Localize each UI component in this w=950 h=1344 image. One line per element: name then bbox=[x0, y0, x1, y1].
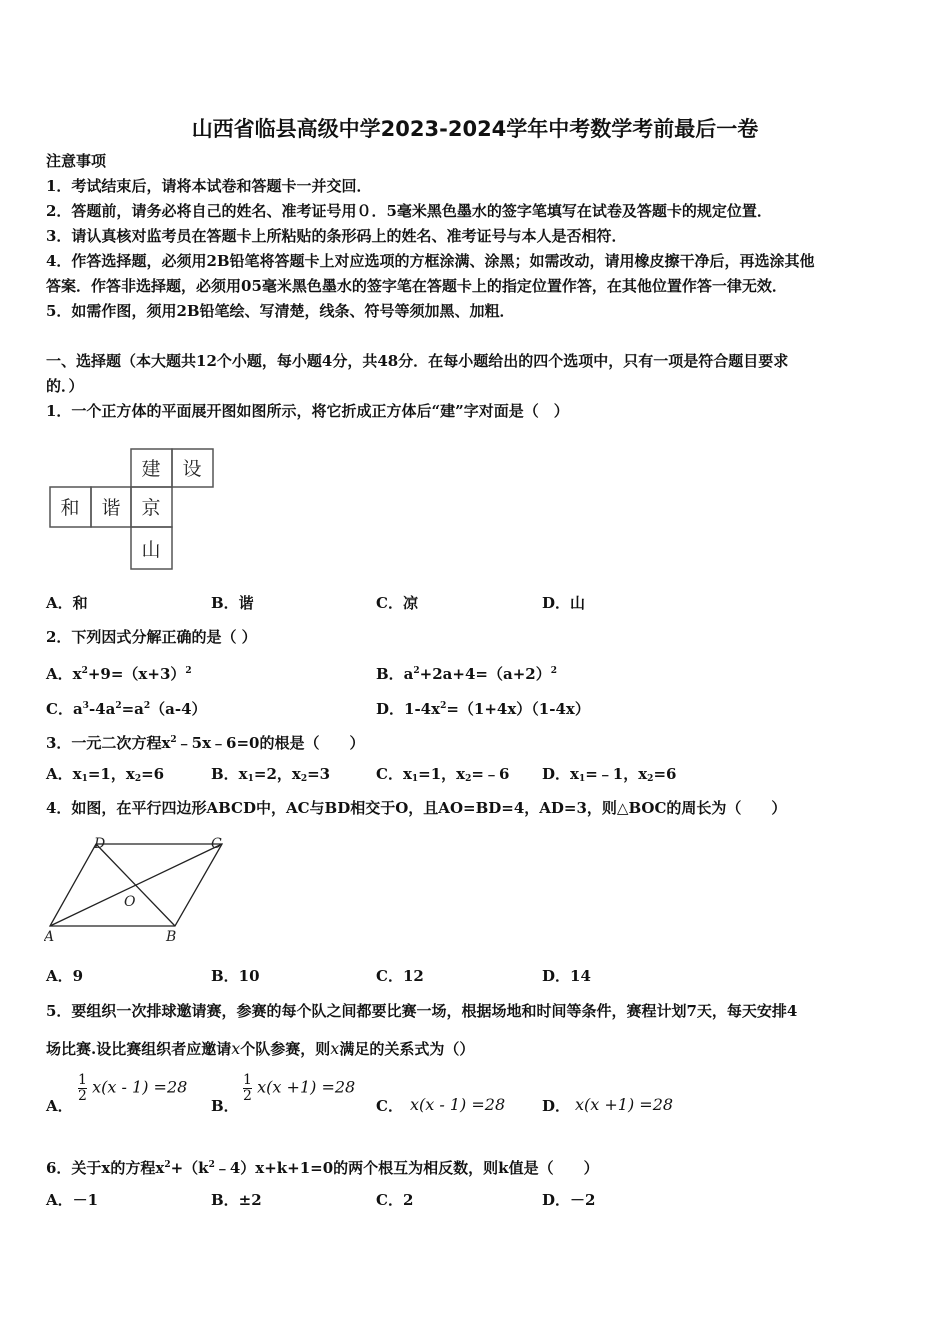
q5-option-b: $\frac{1}{2}$ x(x +1) =28 bbox=[243, 1072, 356, 1104]
q6-option-b: B．±2 bbox=[211, 1191, 262, 1209]
q1-option-b: B．谐 bbox=[211, 594, 254, 612]
q4-option-b: B．10 bbox=[211, 967, 260, 985]
q1-option-c: C．凉 bbox=[376, 594, 418, 612]
q2-option-d: D．$1-4x^2=(1+4x)(1-4x)$ bbox=[376, 700, 590, 718]
q4-option-a: A．9 bbox=[46, 967, 84, 985]
notice-heading: 注意事项 bbox=[46, 152, 107, 170]
cell-jing: 京 bbox=[141, 497, 161, 519]
q6-stem: 6．关于x的方程$x^2+(k^2﹣4)x+k+1=0$的两个根互为相反数，则k值是（ ） bbox=[46, 1159, 599, 1177]
cell-shan: 山 bbox=[141, 539, 161, 561]
q4-option-c: C．12 bbox=[376, 967, 424, 985]
q4-option-d: D．14 bbox=[542, 967, 591, 985]
q5-stem-line2: 场比赛.设比赛组织者应邀请x个队参赛，则x满足的关系式为（） bbox=[46, 1039, 475, 1058]
label-c: C bbox=[211, 836, 222, 852]
q5-option-d: x(x +1) =28 bbox=[575, 1095, 674, 1114]
fraction-one-half: $\frac{1}{2}$ bbox=[78, 1072, 87, 1104]
q5-option-a-label: A． bbox=[46, 1097, 73, 1115]
label-o: O bbox=[124, 894, 136, 910]
notice-item: 3．请认真核对监考员在答题卡上所粘贴的条形码上的姓名、准考证号与本人是否相符． bbox=[46, 227, 627, 245]
q5-option-a: $\frac{1}{2}$ x(x - 1) =28 bbox=[78, 1072, 188, 1104]
q6-option-d: D．－2 bbox=[542, 1191, 596, 1209]
page-title: 山西省临县高级中学2023-2024学年中考数学考前最后一卷 bbox=[191, 117, 759, 141]
notice-item: 4．作答选择题，必须用2B铅笔将答题卡上对应选项的方框涂满、涂黑；如需改动，请用橡皮擦干净后，再选涂其他 bbox=[46, 252, 815, 270]
q6-option-a: A．－1 bbox=[46, 1191, 99, 1209]
notice-item: 答案．作答非选择题，必须用05毫米黑色墨水的签字笔在答题卡上的指定位置作答，在其他位置作答一律无效． bbox=[46, 277, 787, 295]
q3-option-c: C．$x_1=1$，$x_2=﹣6$ bbox=[376, 765, 510, 784]
q2-stem: 2．下列因式分解正确的是（ ） bbox=[46, 628, 257, 646]
q2-option-c: C．$a^3-4a^2=a^2(a-4)$ bbox=[46, 700, 207, 718]
label-d: D bbox=[94, 836, 106, 852]
q3-stem: 3．一元二次方程$x^2﹣5x﹣6=0$的根是（ ） bbox=[46, 734, 365, 752]
q5-stem-line1: 5．要组织一次排球邀请赛，参赛的每个队之间都要比赛一场，根据场地和时间等条件，赛程计划7天，每天安排4 bbox=[46, 1002, 798, 1020]
section-heading: 一、选择题（本大题共12个小题，每小题4分，共48分．在每小题给出的四个选项中，只有一项是符合题目要求 bbox=[46, 352, 789, 370]
notice-item: 5．如需作图，须用2B铅笔绘、写清楚，线条、符号等须加黑、加粗． bbox=[46, 302, 515, 320]
q5-option-c: x(x - 1) =28 bbox=[410, 1095, 506, 1114]
fraction-one-half: $\frac{1}{2}$ bbox=[243, 1072, 252, 1104]
cell-he: 和 bbox=[60, 497, 80, 519]
notice-item: 2．答题前，请务必将自己的姓名、准考证号用０．5毫米黑色墨水的签字笔填写在试卷及答题卡的规定位置． bbox=[46, 202, 772, 220]
q3-option-b: B．$x_1=2$，$x_2=3$ bbox=[211, 765, 331, 784]
q3-option-a: A．$x_1=1$，$x_2=6$ bbox=[46, 765, 165, 784]
cell-she: 设 bbox=[182, 458, 202, 480]
parallelogram-figure bbox=[44, 834, 232, 946]
q2-option-a: A．$x^2+9=(x+3)^2$ bbox=[46, 665, 192, 683]
q6-option-c: C．2 bbox=[376, 1191, 414, 1209]
q4-stem: 4．如图，在平行四边形ABCD中，AC与BD相交于O，且AO=BD=4，AD=3，则△BOC的周长为（ ） bbox=[46, 799, 787, 817]
label-b: B bbox=[166, 929, 177, 945]
notice-item: 1．考试结束后，请将本试卷和答题卡一并交回． bbox=[46, 177, 372, 195]
cell-xie: 谐 bbox=[101, 497, 121, 519]
cell-jian: 建 bbox=[141, 458, 161, 480]
q1-stem: 1．一个正方体的平面展开图如图所示，将它折成正方体后“建”字对面是（ ） bbox=[46, 402, 569, 420]
q5-option-d-label: D． bbox=[542, 1097, 571, 1115]
q5-option-c-label: C． bbox=[376, 1097, 403, 1115]
q5-option-b-label: B． bbox=[211, 1097, 239, 1115]
q2-option-b: B．$a^2+2a+4=(a+2)^2$ bbox=[376, 665, 557, 683]
label-a: A bbox=[44, 929, 55, 945]
section-heading-cont: 的．） bbox=[46, 377, 84, 395]
cube-net-figure bbox=[46, 446, 218, 576]
q3-option-d: D．$x_1=﹣1$，$x_2=6$ bbox=[542, 765, 677, 784]
q1-option-d: D．山 bbox=[542, 594, 586, 612]
diagonal-bd bbox=[96, 844, 175, 926]
q1-option-a: A．和 bbox=[46, 594, 88, 612]
